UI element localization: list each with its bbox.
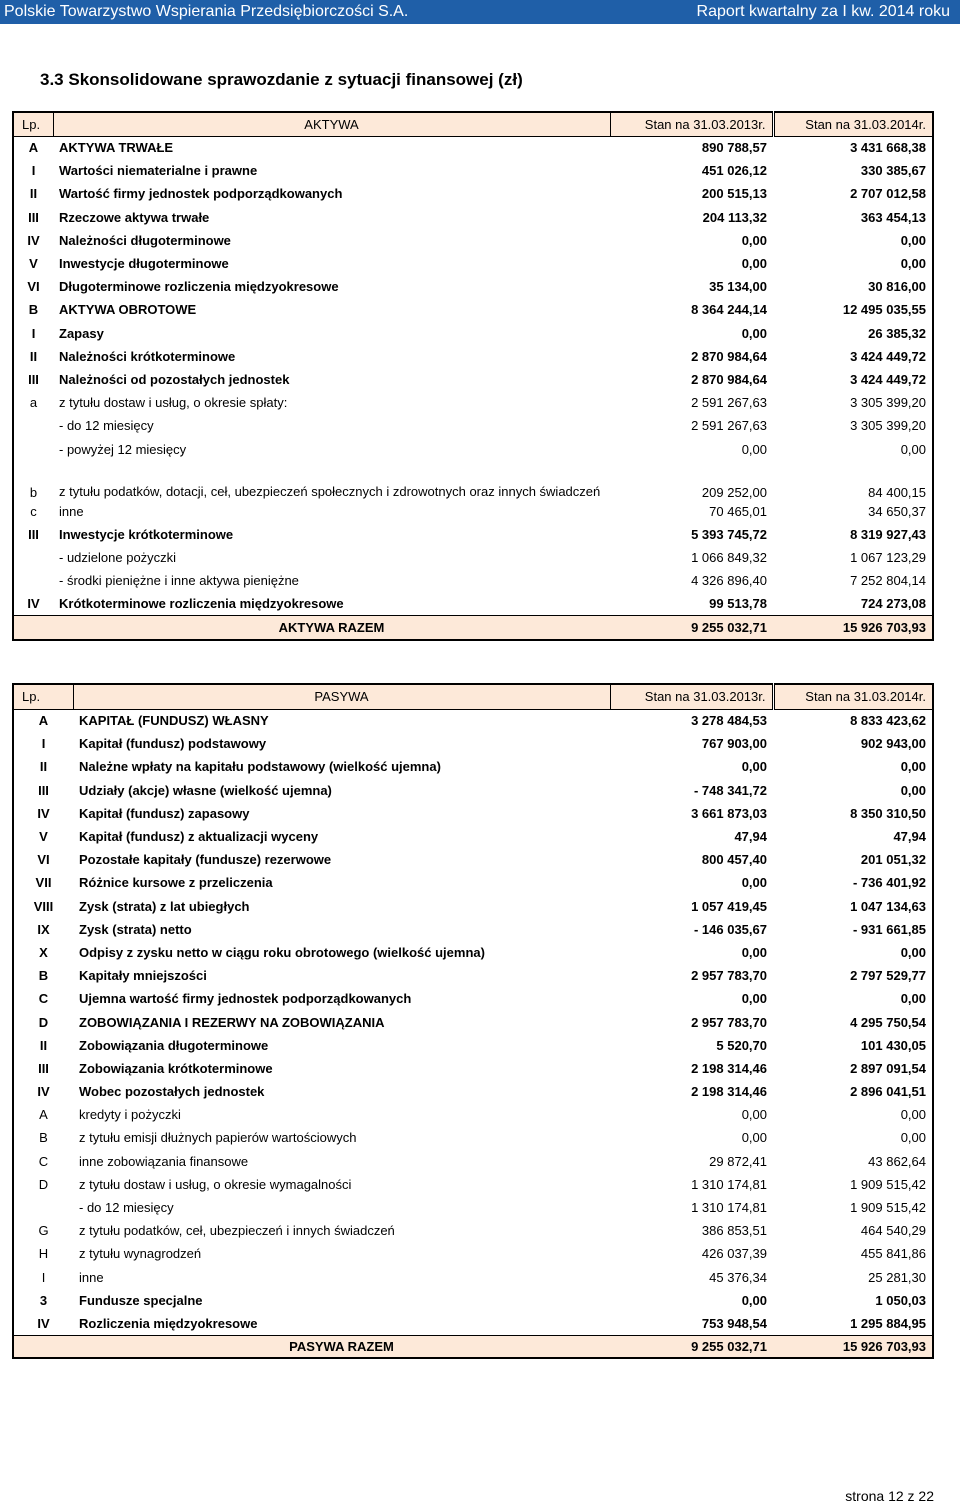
row-lp: G [38, 1223, 49, 1239]
row-value-2013: 2 870 984,64 [691, 348, 767, 364]
row-name: Wobec pozostałych jednostek [79, 1084, 265, 1100]
table-row [13, 592, 933, 615]
table-row [13, 1126, 933, 1149]
table-row [13, 414, 933, 437]
row-lp [13, 437, 53, 460]
table-row [13, 252, 933, 275]
row-name: Długoterminowe rozliczenia międzyokresowe [59, 279, 339, 295]
row-value-2013: 3 278 484,53 [691, 713, 767, 729]
row-lp: II [29, 186, 38, 202]
row-name: ZOBOWIĄZANIA I REZERWY NA ZOBOWIĄZANIA [79, 1014, 385, 1030]
row-value-2013: 0,00 [741, 256, 767, 272]
row-value-2014: 26 385,32 [868, 325, 926, 341]
row-value-2014: 201 051,32 [860, 852, 926, 868]
row-value-2014: 2 797 529,77 [850, 968, 926, 984]
total-value-2014: 15 926 703,93 [773, 1335, 933, 1358]
row-value-2014: 2 707 012,58 [850, 186, 926, 202]
row-value-2013: 451 026,12 [701, 163, 767, 179]
table-row [13, 136, 933, 159]
row-name: - udzielone pożyczki [59, 550, 177, 566]
table-row [13, 964, 933, 987]
row-lp: C [38, 1153, 49, 1169]
row-value-2013: 2 957 783,70 [691, 968, 767, 984]
name-column-header: AKTYWA [53, 112, 610, 136]
table-row [13, 1034, 933, 1057]
row-value-2013: 45 376,34 [709, 1269, 767, 1285]
row-lp: VIII [33, 898, 54, 914]
table-row [13, 848, 933, 871]
row-name: - środki pieniężne i inne aktywa pieniężne [59, 573, 299, 589]
row-name: Zysk (strata) netto [79, 921, 192, 937]
row-lp: IV [37, 1315, 50, 1331]
row-name: Należne wpłaty na kapitału podstawowy (wielkość ujemna) [79, 759, 441, 775]
row-name: Inwestycje krótkoterminowe [59, 526, 234, 542]
row-lp: V [29, 256, 38, 272]
row-lp: VI [37, 852, 50, 868]
row-name: Ujemna wartość firmy jednostek podporządkowanych [79, 991, 412, 1007]
row-lp: I [41, 1269, 46, 1285]
row-value-2013: 0,00 [741, 1107, 767, 1123]
row-lp: II [29, 348, 38, 364]
row-name: inne [59, 503, 84, 519]
row-name: Zapasy [59, 325, 104, 341]
row-value-2013: 70 465,01 [709, 503, 767, 519]
row-lp: V [39, 829, 48, 845]
row-value-2013: 0,00 [741, 232, 767, 248]
row-value-2014: 7 252 804,14 [850, 573, 926, 589]
row-lp: IV [37, 1084, 50, 1100]
row-value-2014: 0,00 [900, 1130, 926, 1146]
row-name: Kapitały mniejszości [79, 968, 207, 984]
row-value-2013: 386 853,51 [701, 1223, 767, 1239]
row-name: Rzeczowe aktywa trwałe [59, 209, 210, 225]
row-value-2014: 34 650,37 [868, 503, 926, 519]
table-row [13, 825, 933, 848]
row-value-2014: 2 896 041,51 [850, 1084, 926, 1100]
row-value-2013: - 748 341,72 [693, 782, 767, 798]
row-value-2014: 4 295 750,54 [850, 1014, 926, 1030]
row-value-2013: 1 310 174,81 [691, 1200, 767, 1216]
row-lp: c [30, 503, 37, 519]
row-name: z tytułu emisji dłużnych papierów wartościowych [79, 1130, 357, 1146]
table-row [13, 779, 933, 802]
column-header-2013: Stan na 31.03.2013r. [610, 684, 773, 709]
row-value-2014: 1 047 134,63 [850, 898, 926, 914]
row-name: z tytułu podatków, ceł, ubezpieczeń i innych świadczeń [79, 1223, 395, 1239]
row-value-2013: 0,00 [741, 1292, 767, 1308]
row-value-2014: 0,00 [900, 991, 926, 1007]
row-lp: D [38, 1014, 49, 1030]
row-value-2014: 2 897 091,54 [850, 1060, 926, 1076]
table-row [13, 368, 933, 391]
row-lp [13, 546, 53, 569]
row-value-2014: 0,00 [900, 232, 926, 248]
row-name: z tytułu dostaw i usług, o okresie wymagalności [79, 1176, 352, 1192]
row-value-2013: 99 513,78 [709, 596, 767, 612]
table-row [13, 1196, 933, 1219]
row-value-2013: 8 364 244,14 [691, 302, 767, 318]
row-name: - powyżej 12 miesięcy [59, 441, 187, 457]
row-lp: D [38, 1176, 49, 1192]
table-row [13, 275, 933, 298]
row-value-2013: 5 393 745,72 [691, 526, 767, 542]
row-value-2014: 47,94 [893, 829, 926, 845]
row-value-2014: 1 067 123,29 [850, 550, 926, 566]
row-value-2014: 8 319 927,43 [850, 526, 926, 542]
row-lp: B [28, 302, 39, 318]
row-value-2013: 0,00 [741, 875, 767, 891]
row-lp [13, 569, 53, 592]
table-row [13, 709, 933, 732]
total-label: PASYWA RAZEM [73, 1335, 610, 1358]
row-lp: C [38, 991, 49, 1007]
table-row [13, 1057, 933, 1080]
row-lp [13, 414, 53, 437]
total-row [13, 1335, 933, 1358]
row-value-2014: 902 943,00 [860, 736, 926, 752]
row-name: Rozliczenia międzyokresowe [79, 1315, 258, 1331]
row-name: z tytułu podatków, dotacji, ceł, ubezpieczeń społecznych i zdrowotnych oraz innych świadczeń [59, 483, 601, 499]
table-row [13, 1173, 933, 1196]
row-lp [13, 1196, 73, 1219]
row-name: Należności długoterminowe [59, 232, 231, 248]
row-value-2014: 3 305 399,20 [850, 418, 926, 434]
name-column-header: PASYWA [73, 684, 610, 709]
row-value-2013: 767 903,00 [701, 736, 767, 752]
row-value-2013: 2 591 267,63 [691, 418, 767, 434]
row-lp: III [28, 371, 39, 387]
row-lp: IX [37, 921, 50, 937]
row-name: inne zobowiązania finansowe [79, 1153, 249, 1169]
row-lp: IV [37, 805, 50, 821]
row-name: Wartość firmy jednostek podporządkowanych [59, 186, 343, 202]
row-lp: b [29, 484, 38, 500]
row-value-2014: 3 424 449,72 [850, 348, 926, 364]
row-value-2013: 5 520,70 [716, 1037, 767, 1053]
row-lp: VII [35, 875, 52, 891]
row-value-2013: 1 310 174,81 [691, 1176, 767, 1192]
row-value-2014: 0,00 [900, 256, 926, 272]
row-value-2013: 2 591 267,63 [691, 395, 767, 411]
row-lp: B [39, 1130, 48, 1146]
row-lp: III [28, 526, 39, 542]
row-name: z tytułu wynagrodzeń [79, 1246, 202, 1262]
table-row [13, 391, 933, 414]
row-name: - do 12 miesięcy [59, 418, 154, 434]
row-name: Odpisy z zysku netto w ciągu roku obrotowego (wielkość ujemna) [79, 944, 485, 960]
row-value-2013: 209 252,00 [701, 484, 767, 500]
row-value-2013: - 146 035,67 [693, 921, 767, 937]
row-name: Zysk (strata) z lat ubiegłych [79, 898, 250, 914]
row-value-2014: 455 841,86 [860, 1246, 926, 1262]
lp-column-header: Lp. [13, 112, 53, 136]
row-lp: I [31, 163, 36, 179]
row-lp: II [39, 759, 48, 775]
row-value-2014: 1 909 515,42 [850, 1176, 926, 1192]
row-lp: A [39, 1107, 48, 1123]
row-value-2013: 3 661 873,03 [691, 805, 767, 821]
row-name: kredyty i pożyczki [79, 1107, 181, 1123]
table-row [13, 1103, 933, 1126]
row-name: Kapitał (fundusz) zapasowy [79, 805, 250, 821]
table-row [13, 1266, 933, 1289]
row-name: AKTYWA OBROTOWE [59, 302, 197, 318]
row-name: inne [79, 1269, 104, 1285]
row-value-2014: 0,00 [900, 944, 926, 960]
report-header [0, 0, 960, 24]
row-name: Należności od pozostałych jednostek [59, 371, 290, 387]
total-value-2013: 9 255 032,71 [610, 616, 773, 640]
row-name: Krótkoterminowe rozliczenia międzyokresowe [59, 596, 344, 612]
row-value-2013: 0,00 [741, 325, 767, 341]
row-name: Zobowiązania krótkoterminowe [79, 1060, 273, 1076]
table-row [13, 755, 933, 778]
table-row [13, 229, 933, 252]
table-header-row [13, 112, 933, 136]
section-title: 3.3 Skonsolidowane sprawozdanie z sytuacji finansowej (zł) [40, 70, 523, 89]
row-value-2013: 753 948,54 [701, 1315, 767, 1331]
row-name: AKTYWA TRWAŁE [59, 140, 174, 156]
row-value-2013: 35 134,00 [709, 279, 767, 295]
row-lp: H [38, 1246, 49, 1262]
total-lp [13, 1335, 73, 1358]
row-value-2013: 0,00 [741, 1130, 767, 1146]
row-lp: a [29, 395, 38, 411]
row-value-2014: 8 833 423,62 [850, 713, 926, 729]
table-row [13, 461, 933, 500]
row-lp: III [38, 782, 49, 798]
total-label: AKTYWA RAZEM [53, 616, 610, 640]
row-value-2014: 84 400,15 [868, 484, 926, 500]
row-value-2014: 101 430,05 [860, 1037, 926, 1053]
lp-column-header: Lp. [13, 684, 73, 709]
table-row [13, 298, 933, 321]
column-header-2014: Stan na 31.03.2014r. [773, 684, 933, 709]
total-lp [13, 616, 53, 640]
row-name: Zobowiązania długoterminowe [79, 1037, 269, 1053]
table-row [13, 1312, 933, 1335]
row-lp: B [38, 968, 49, 984]
table-row [13, 182, 933, 205]
row-value-2014: 3 424 449,72 [850, 371, 926, 387]
row-lp: IV [27, 596, 40, 612]
row-value-2013: 2 198 314,46 [691, 1060, 767, 1076]
table-row [13, 523, 933, 546]
row-value-2013: 1 066 849,32 [691, 550, 767, 566]
column-header-2013: Stan na 31.03.2013r. [610, 112, 773, 136]
row-value-2014: - 736 401,92 [852, 875, 926, 891]
row-value-2013: 204 113,32 [702, 209, 767, 225]
row-value-2013: 426 037,39 [701, 1246, 767, 1262]
row-value-2014: 363 454,13 [860, 209, 926, 225]
row-value-2014: 12 495 035,55 [842, 302, 926, 318]
table-row [13, 206, 933, 229]
row-value-2014: 330 385,67 [860, 163, 926, 179]
row-value-2014: 0,00 [900, 1107, 926, 1123]
row-value-2014: 0,00 [900, 441, 926, 457]
row-value-2013: 2 198 314,46 [691, 1084, 767, 1100]
row-value-2013: 200 515,13 [701, 186, 767, 202]
row-value-2014: 0,00 [900, 782, 926, 798]
total-row [13, 616, 933, 640]
row-name: Pozostałe kapitały (fundusze) rezerwowe [79, 852, 332, 868]
total-value-2013: 9 255 032,71 [610, 1335, 773, 1358]
table-row [13, 987, 933, 1010]
row-lp: X [39, 944, 48, 960]
row-value-2013: 0,00 [741, 441, 767, 457]
table-row [13, 1242, 933, 1265]
table-row [13, 895, 933, 918]
row-lp: III [28, 209, 39, 225]
report-period: Raport kwartalny za I kw. 2014 roku [696, 3, 950, 20]
row-name: Kapitał (fundusz) podstawowy [79, 736, 267, 752]
column-header-2014: Stan na 31.03.2014r. [773, 112, 933, 136]
row-value-2014: 3 305 399,20 [850, 395, 926, 411]
row-name: Fundusze specjalne [79, 1292, 203, 1308]
row-name: - do 12 miesięcy [79, 1200, 174, 1216]
table-row [13, 941, 933, 964]
table-row [13, 1080, 933, 1103]
table-row [13, 569, 933, 592]
row-value-2013: 800 457,40 [701, 852, 767, 868]
row-value-2013: 29 872,41 [709, 1153, 767, 1169]
row-value-2013: 4 326 896,40 [691, 573, 767, 589]
row-value-2014: 30 816,00 [868, 279, 926, 295]
row-value-2013: 1 057 419,45 [691, 898, 767, 914]
row-value-2013: 0,00 [741, 991, 767, 1007]
row-value-2014: 43 862,64 [868, 1153, 926, 1169]
row-lp: III [38, 1060, 49, 1076]
table-row [13, 345, 933, 368]
liabilities-table [12, 683, 934, 1359]
table-row [13, 1219, 933, 1242]
row-value-2014: 0,00 [900, 759, 926, 775]
row-name: Kapitał (fundusz) z aktualizacji wyceny [79, 829, 319, 845]
row-lp: IV [27, 232, 40, 248]
row-value-2014: - 931 661,85 [852, 921, 926, 937]
total-value-2014: 15 926 703,93 [773, 616, 933, 640]
row-value-2014: 724 273,08 [860, 596, 926, 612]
row-lp: I [41, 736, 46, 752]
row-lp: A [38, 713, 49, 729]
table-row [13, 546, 933, 569]
table-row [13, 322, 933, 345]
row-value-2013: 2 957 783,70 [691, 1014, 767, 1030]
table-header-row [13, 684, 933, 709]
row-value-2014: 3 431 668,38 [850, 140, 926, 156]
table-row [13, 918, 933, 941]
table-row [13, 437, 933, 460]
row-name: Inwestycje długoterminowe [59, 256, 229, 272]
row-value-2014: 1 050,03 [875, 1292, 926, 1308]
company-name: Polskie Towarzystwo Wspierania Przedsiębiorczości S.A. [4, 3, 409, 20]
row-value-2013: 47,94 [734, 829, 767, 845]
page-number: strona 12 z 22 [845, 1488, 934, 1504]
table-row [13, 802, 933, 825]
row-name: KAPITAŁ (FUNDUSZ) WŁASNY [79, 713, 269, 729]
table-row [13, 871, 933, 894]
row-lp: I [31, 325, 36, 341]
row-value-2014: 464 540,29 [860, 1223, 926, 1239]
table-row [13, 1010, 933, 1033]
row-name: z tytułu dostaw i usług, o okresie spłaty: [59, 395, 288, 411]
row-value-2014: 1 295 884,95 [850, 1315, 926, 1331]
table-row [13, 732, 933, 755]
row-lp: A [28, 140, 39, 156]
row-name: Udziały (akcje) własne (wielkość ujemna) [79, 782, 332, 798]
row-lp: VI [27, 279, 40, 295]
row-lp: 3 [39, 1292, 48, 1308]
row-value-2013: 890 788,57 [701, 140, 767, 156]
table-row [13, 159, 933, 182]
row-value-2014: 25 281,30 [868, 1269, 926, 1285]
row-name: Różnice kursowe z przeliczenia [79, 875, 273, 891]
row-value-2013: 0,00 [741, 759, 767, 775]
assets-table [12, 111, 934, 641]
row-value-2014: 8 350 310,50 [850, 805, 926, 821]
table-row [13, 1289, 933, 1312]
row-name: Należności krótkoterminowe [59, 348, 236, 364]
row-lp: II [39, 1037, 48, 1053]
row-value-2014: 1 909 515,42 [850, 1200, 926, 1216]
row-name: Wartości niematerialne i prawne [59, 163, 258, 179]
table-row [13, 1150, 933, 1173]
row-value-2013: 0,00 [741, 944, 767, 960]
table-row [13, 500, 933, 523]
row-value-2013: 2 870 984,64 [691, 371, 767, 387]
